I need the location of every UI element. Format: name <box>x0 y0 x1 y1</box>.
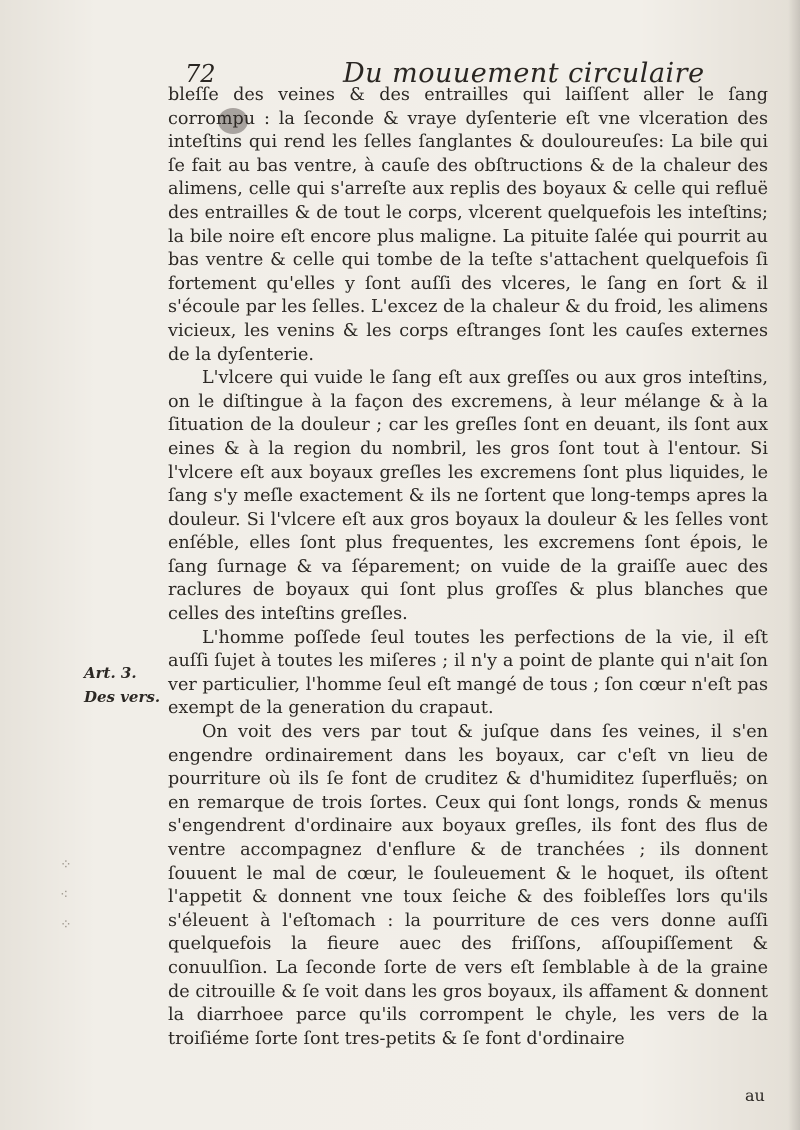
paragraph-worms: On voit des vers par tout & juſque dans ſes veines, il s'en engendre ordinairement dans les boyaux, car c'eſt vn lieu de pourriture où ils ſe font de cruditez & d'humiditez ſuperfluës; on en remarque de trois ſortes. Ceux qui ſont longs, ronds & menus s'engendrent d'ordinaire aux boyaux greſles, ils font des flus de ventre accompagnez d'enflure & de tranchées ; ils donnent ſouuent le mal de cœur, le ſouleuement & le hoquet, ils oſtent l'appetit & donnent vne toux ſeiche & des foibleſſes lors qu'ils s'éleuent à l'eſtomach : la pourriture de ces vers donne auſſi quelquefois la fieure auec des friſſons, aſſoupiſſement & conuulſion. La ſeconde ſorte de vers eſt ſemblable à de la graine de citrouille & ſe voit dans les gros boyaux, ils affament & donnent la diarrhoee parce qu'ils corrompent le chyle, les vers de la troiſiéme ſorte ſont tres-petits & ſe font d'ordinaire <box>168 722 768 1049</box>
paragraph-man-miseries: L'homme poſſede ſeul toutes les perfections de la vie, il eſt auſſi ſujet à toutes les miſeres ; il n'y a point de plante qui n'ait ſon ver particulier, l'homme ſeul eſt mangé de tous ; ſon cœur n'eſt pas exempt de la generation du crapaut. <box>168 627 768 719</box>
catchword: au <box>745 1086 765 1105</box>
page-edge-shadow <box>788 0 800 1130</box>
page-number: 72 <box>185 60 216 88</box>
margin-specks: ⁘ ⁖ ⁘ <box>60 857 72 933</box>
margin-note-article: Art. 3. <box>84 664 137 682</box>
paragraph-dysentery-causes: bleſſe des veines & des entrailles qui laiſſent aller le ſang corrompu : la ſeconde & vraye dyſenterie eſt vne vlceration des inteſtins qui rend les ſelles ſanglantes & douloureuſes: La bile qui ſe fait au bas ventre, à cauſe des obſtructions & de la chaleur des alimens, celle qui s'arreſte aux replis des boyaux & celle qui refluë des entrailles & de tout le corps, vlcerent quelquefois les inteſtins; la bile noire eſt encore plus maligne. La pituite ſalée qui pourrit au bas ventre & celle qui tombe de la teſte s'attachent quelquefois ſi fortement qu'elles y ſont auſſi des vlceres, le ſang en ſort & il s'écoule par les ſelles. L'excez de la chaleur & du froid, les alimens vicieux, les venins & les corps eſtranges ſont les cauſes externes de la dyſenterie. <box>168 85 768 365</box>
paragraph-ulcer-distinction: L'vlcere qui vuide le ſang eſt aux greſſes ou aux gros inteſtins, on le diſtingue à la façon des excremens, à leur mélange & à la ſituation de la douleur ; car les greſles ſont en deuant, ils ſont aux eines & à la region du nombril, les gros ſont tout à l'entour. Si l'vlcere eſt aux boyaux greſles les excremens ſont plus liquides, le ſang s'y meſle exactement & ils ne ſortent que long-temps apres la douleur. Si l'vlcere eſt aux gros boyaux la douleur & les ſelles vont enſéble, elles ſont plus frequentes, les excremens ſont épois, le ſang ſurnage & va ſéparement; on vuide de la graiſſe auec des raclures de boyaux qui ſont plus groſſes & plus blanches que celles des inteſtins greſles. <box>168 368 768 625</box>
body-text <box>168 84 768 1051</box>
margin-note-subject: Des vers. <box>84 688 161 706</box>
running-title: Du mouuement circulaire <box>343 58 705 89</box>
